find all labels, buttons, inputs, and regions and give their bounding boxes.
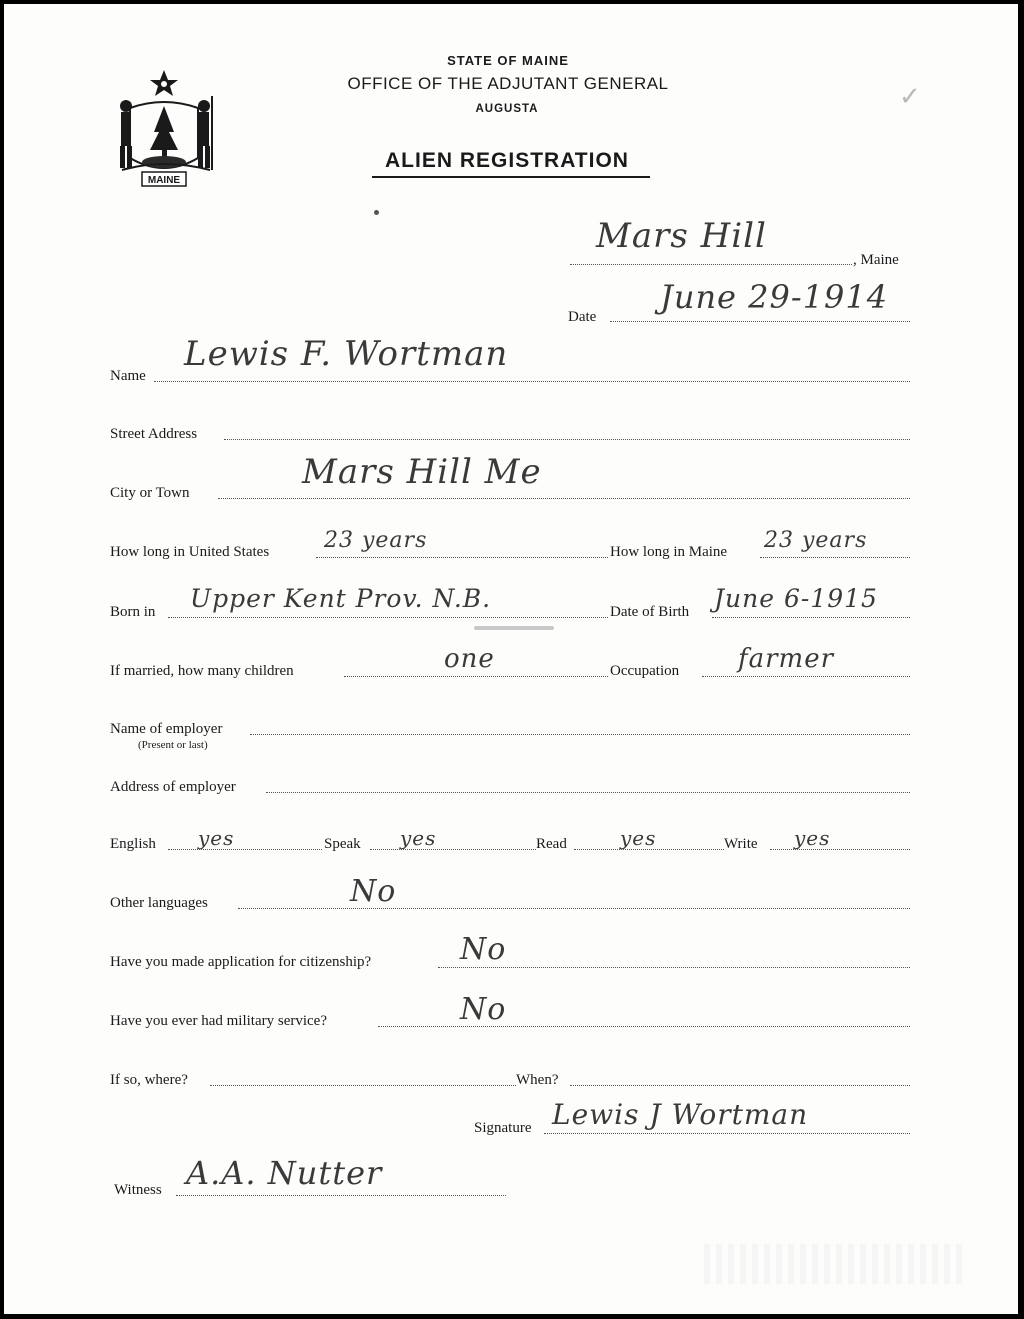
date-label: Date	[568, 309, 597, 325]
citizenship-line	[438, 967, 910, 968]
other-languages-label: Other languages	[110, 895, 208, 911]
street-address-label: Street Address	[110, 426, 198, 442]
check-mark-icon: ✓	[899, 82, 921, 112]
witness-value: A.A. Nutter	[186, 1154, 383, 1192]
english-label: English	[110, 836, 156, 852]
speak-line	[370, 849, 536, 850]
military-value: No	[460, 992, 507, 1027]
city-header: AUGUSTA	[475, 103, 539, 115]
read-line	[574, 849, 724, 850]
military-label: Have you ever had military service?	[110, 1013, 327, 1029]
military-line	[378, 1026, 910, 1027]
how-long-maine-line	[760, 557, 910, 558]
where-line	[210, 1085, 516, 1086]
witness-line	[176, 1195, 506, 1196]
employer-sublabel: (Present or last)	[138, 739, 208, 751]
born-in-label: Born in	[110, 604, 156, 620]
signature-value: Lewis J Wortman	[552, 1098, 809, 1131]
form-title: ALIEN REGISTRATION	[385, 149, 629, 172]
state-header: STATE OF MAINE	[447, 53, 569, 68]
town-line	[570, 264, 852, 265]
form-page	[4, 4, 1018, 1314]
occupation-value: farmer	[738, 644, 835, 674]
english-line	[168, 849, 322, 850]
other-languages-line	[238, 908, 910, 909]
name-label: Name	[110, 368, 146, 384]
city-label: City or Town	[110, 485, 190, 501]
citizenship-value: No	[460, 932, 507, 967]
city-value: Mars Hill Me	[302, 452, 542, 492]
citizenship-label: Have you made application for citizenship?	[110, 954, 372, 970]
read-value: yes	[620, 826, 657, 850]
how-long-maine-label: How long in Maine	[610, 544, 728, 560]
english-value: yes	[198, 826, 235, 850]
employer-line	[250, 734, 910, 735]
write-value: yes	[794, 826, 831, 850]
children-label: If married, how many children	[110, 663, 294, 679]
employer-label: Name of employer	[110, 721, 223, 737]
write-line	[770, 849, 910, 850]
signature-line	[544, 1133, 910, 1134]
date-of-birth-label: Date of Birth	[610, 604, 690, 620]
town-value: Mars Hill	[596, 216, 767, 256]
children-line	[344, 676, 608, 677]
read-label: Read	[536, 836, 567, 852]
ink-dot	[374, 210, 379, 215]
born-in-line	[168, 617, 608, 618]
street-address-line	[224, 439, 910, 440]
date-of-birth-value: June 6-1915	[714, 584, 878, 613]
svg-text:MAINE: MAINE	[147, 175, 181, 186]
children-value: one	[444, 644, 495, 674]
employer-address-label: Address of employer	[110, 779, 236, 795]
name-line	[154, 381, 910, 382]
ink-smudge	[474, 626, 554, 630]
date-line	[610, 321, 910, 322]
employer-address-line	[266, 792, 910, 793]
born-in-value: Upper Kent Prov. N.B.	[190, 584, 492, 613]
occupation-label: Occupation	[610, 663, 680, 679]
write-label: Write	[724, 836, 758, 852]
office-header: OFFICE OF THE ADJUTANT GENERAL	[347, 74, 669, 93]
signature-label: Signature	[474, 1120, 532, 1136]
how-long-us-line	[316, 557, 608, 558]
other-languages-value: No	[350, 874, 397, 909]
when-line	[570, 1085, 910, 1086]
how-long-us-value: 23 years	[324, 528, 428, 553]
date-value: June 29-1914	[660, 278, 889, 316]
title-underline	[372, 176, 650, 178]
witness-label: Witness	[114, 1182, 162, 1198]
date-of-birth-line	[712, 617, 910, 618]
speak-value: yes	[400, 826, 437, 850]
how-long-maine-value: 23 years	[764, 528, 868, 553]
how-long-us-label: How long in United States	[110, 544, 270, 560]
faded-stamp	[704, 1244, 964, 1284]
name-value: Lewis F. Wortman	[184, 334, 509, 374]
where-label: If so, where?	[110, 1072, 188, 1088]
state-suffix: , Maine	[853, 252, 899, 268]
when-label: When?	[516, 1072, 559, 1088]
occupation-line	[702, 676, 910, 677]
speak-label: Speak	[324, 836, 361, 852]
city-line	[218, 498, 910, 499]
